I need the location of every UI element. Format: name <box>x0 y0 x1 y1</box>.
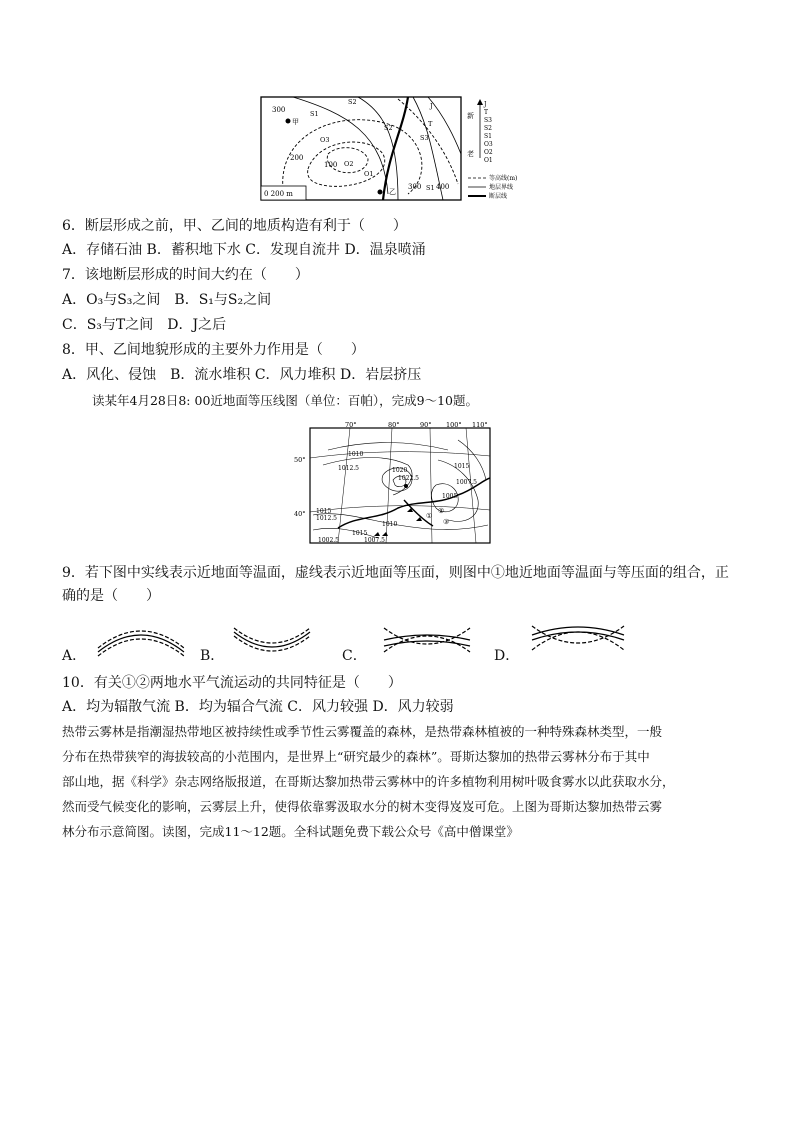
isobar-map <box>294 420 492 546</box>
map-scale: 0 200 m <box>264 190 293 198</box>
question-7-options-ab: A．O₃与S₃之间 B．S₁与S₂之间 <box>62 292 272 308</box>
legend-stratum: S3 <box>484 117 492 124</box>
legend-stratum: J <box>484 101 487 108</box>
longitude-label: 70° <box>345 421 357 429</box>
legend-stratum: S2 <box>484 125 492 132</box>
option-c-diagram <box>382 622 472 658</box>
option-c-label: C． <box>342 648 367 664</box>
question-7: 7．该地断层形成的时间大约在（ ） <box>62 267 309 283</box>
legend-stratum: O1 <box>484 157 493 164</box>
intro-9-10: 读某年4月28日8: 00近地面等压线图（单位：百帕），完成9～10题。 <box>92 393 479 408</box>
point-3: ③ <box>443 518 450 526</box>
passage-line: 部山地，据《科学》杂志网络版报道，在哥斯达黎加热带云雾林中的许多植物利用树叶吸食雾水以此获取水分， <box>62 774 675 789</box>
point-1: ① <box>426 512 433 520</box>
passage-line: 热带云雾林是指潮湿热带地区被持续性或季节性云雾覆盖的森林，是热带森林植被的一种特殊森林类型，一般 <box>62 724 663 739</box>
isobar-label: 1002.5 <box>318 537 339 544</box>
longitude-label: 100° <box>446 421 462 429</box>
geologic-map <box>258 94 526 204</box>
option-a-label: A． <box>62 648 87 664</box>
question-10-options: A．均为辐散气流 B．均为辐合气流 C．风力较强 D．风力较弱 <box>62 699 454 715</box>
isobar-label: 1010 <box>348 451 364 458</box>
legend-boundary: 地层界线 <box>489 184 514 191</box>
isobar-label: 1020 <box>392 467 408 474</box>
legend-contour: 等高线(m) <box>489 175 518 182</box>
stratum-label: O1 <box>364 170 374 178</box>
passage-line: 林分布示意简图。读图，完成11～12题。全科试题免费下载公众号《高中僧课堂》 <box>62 824 519 839</box>
legend-old: 老 <box>467 150 474 158</box>
latitude-label: 40° <box>294 510 306 518</box>
question-8: 8．甲、乙间地貌形成的主要外力作用是（ ） <box>62 342 365 358</box>
legend-stratum: T <box>484 109 489 116</box>
legend-new: 新 <box>467 112 474 120</box>
isobar-label: 1010 <box>382 521 398 528</box>
isobar-label: 1015 <box>352 530 368 537</box>
legend-fault: 断层线 <box>489 193 508 200</box>
option-b-diagram <box>232 624 312 656</box>
question-7-options-cd: C．S₃与T之间 D．J之后 <box>62 317 227 333</box>
stratum-label: O3 <box>320 136 330 144</box>
isobar-label: 1012.5 <box>338 465 359 472</box>
option-d-label: D． <box>494 648 520 664</box>
question-8-options: A．风化、侵蚀 B．流水堆积 C．风力堆积 D．岩层挤压 <box>62 367 422 383</box>
longitude-label: 80° <box>388 421 400 429</box>
passage-11-12 <box>62 719 738 844</box>
isobar-label: 1015 <box>454 463 470 470</box>
isobar-label: 1005 <box>442 493 458 500</box>
passage-line: 分布在热带狭窄的海拔较高的小范围内，是世界上“研究最少的森林”。哥斯达黎加的热带云雾林分布于其中 <box>62 749 650 764</box>
stratum-label: S1 <box>310 110 319 118</box>
option-b-label: B． <box>200 648 225 664</box>
question-6: 6．断层形成之前，甲、乙间的地质构造有利于（ ） <box>62 218 407 234</box>
legend-stratum: O3 <box>484 141 493 148</box>
stratum-label: J <box>430 102 433 110</box>
contour-label: 300 <box>408 183 422 191</box>
point-yi: 乙 <box>389 188 396 196</box>
point-jia: 甲 <box>292 118 299 126</box>
stratum-label: S2 <box>384 124 393 132</box>
legend-stratum: S1 <box>484 133 492 140</box>
stratum-label: T <box>428 120 433 128</box>
stratum-label: S1 <box>426 184 435 192</box>
passage-line: 然而受气候变化的影响，云雾层上升，使得依靠雾汲取水分的树木变得岌岌可危。上图为哥斯达黎加热带云雾 <box>62 799 663 814</box>
option-d-diagram <box>530 620 626 656</box>
question-6-options: A．存储石油 B．蓄积地下水 C．发现自流井 D．温泉喷涌 <box>62 242 426 258</box>
stratum-label: S2 <box>348 98 357 106</box>
longitude-label: 90° <box>420 421 432 429</box>
isobar-label: 1007.5 <box>456 479 477 486</box>
question-9-line1: 9．若下图中实线表示近地面等温面，虚线表示近地面等压面，则图中①地近地面等温面与等压面的组合，正 <box>62 565 729 581</box>
isobar-label: 1012.5 <box>316 515 337 522</box>
isobar-label: 1015 <box>316 508 332 515</box>
option-a-diagram <box>96 622 186 658</box>
isobar-label: 1007.5 <box>364 537 385 544</box>
question-10: 10．有关①②两地水平气流运动的共同特征是（ ） <box>62 675 402 691</box>
contour-label: 300 <box>272 106 286 114</box>
longitude-label: 110° <box>472 421 488 429</box>
contour-label: 100 <box>324 161 338 169</box>
isobar-label: 1022.5 <box>398 475 419 482</box>
contour-label: 400 <box>436 183 450 191</box>
latitude-label: 50° <box>294 456 306 464</box>
point-2: ② <box>438 507 445 515</box>
contour-label: 200 <box>290 154 304 162</box>
stratum-label: S3 <box>420 134 429 142</box>
stratum-label: O2 <box>344 160 354 168</box>
question-9-line2: 确的是（ ） <box>62 588 160 604</box>
legend-stratum: O2 <box>484 149 493 156</box>
